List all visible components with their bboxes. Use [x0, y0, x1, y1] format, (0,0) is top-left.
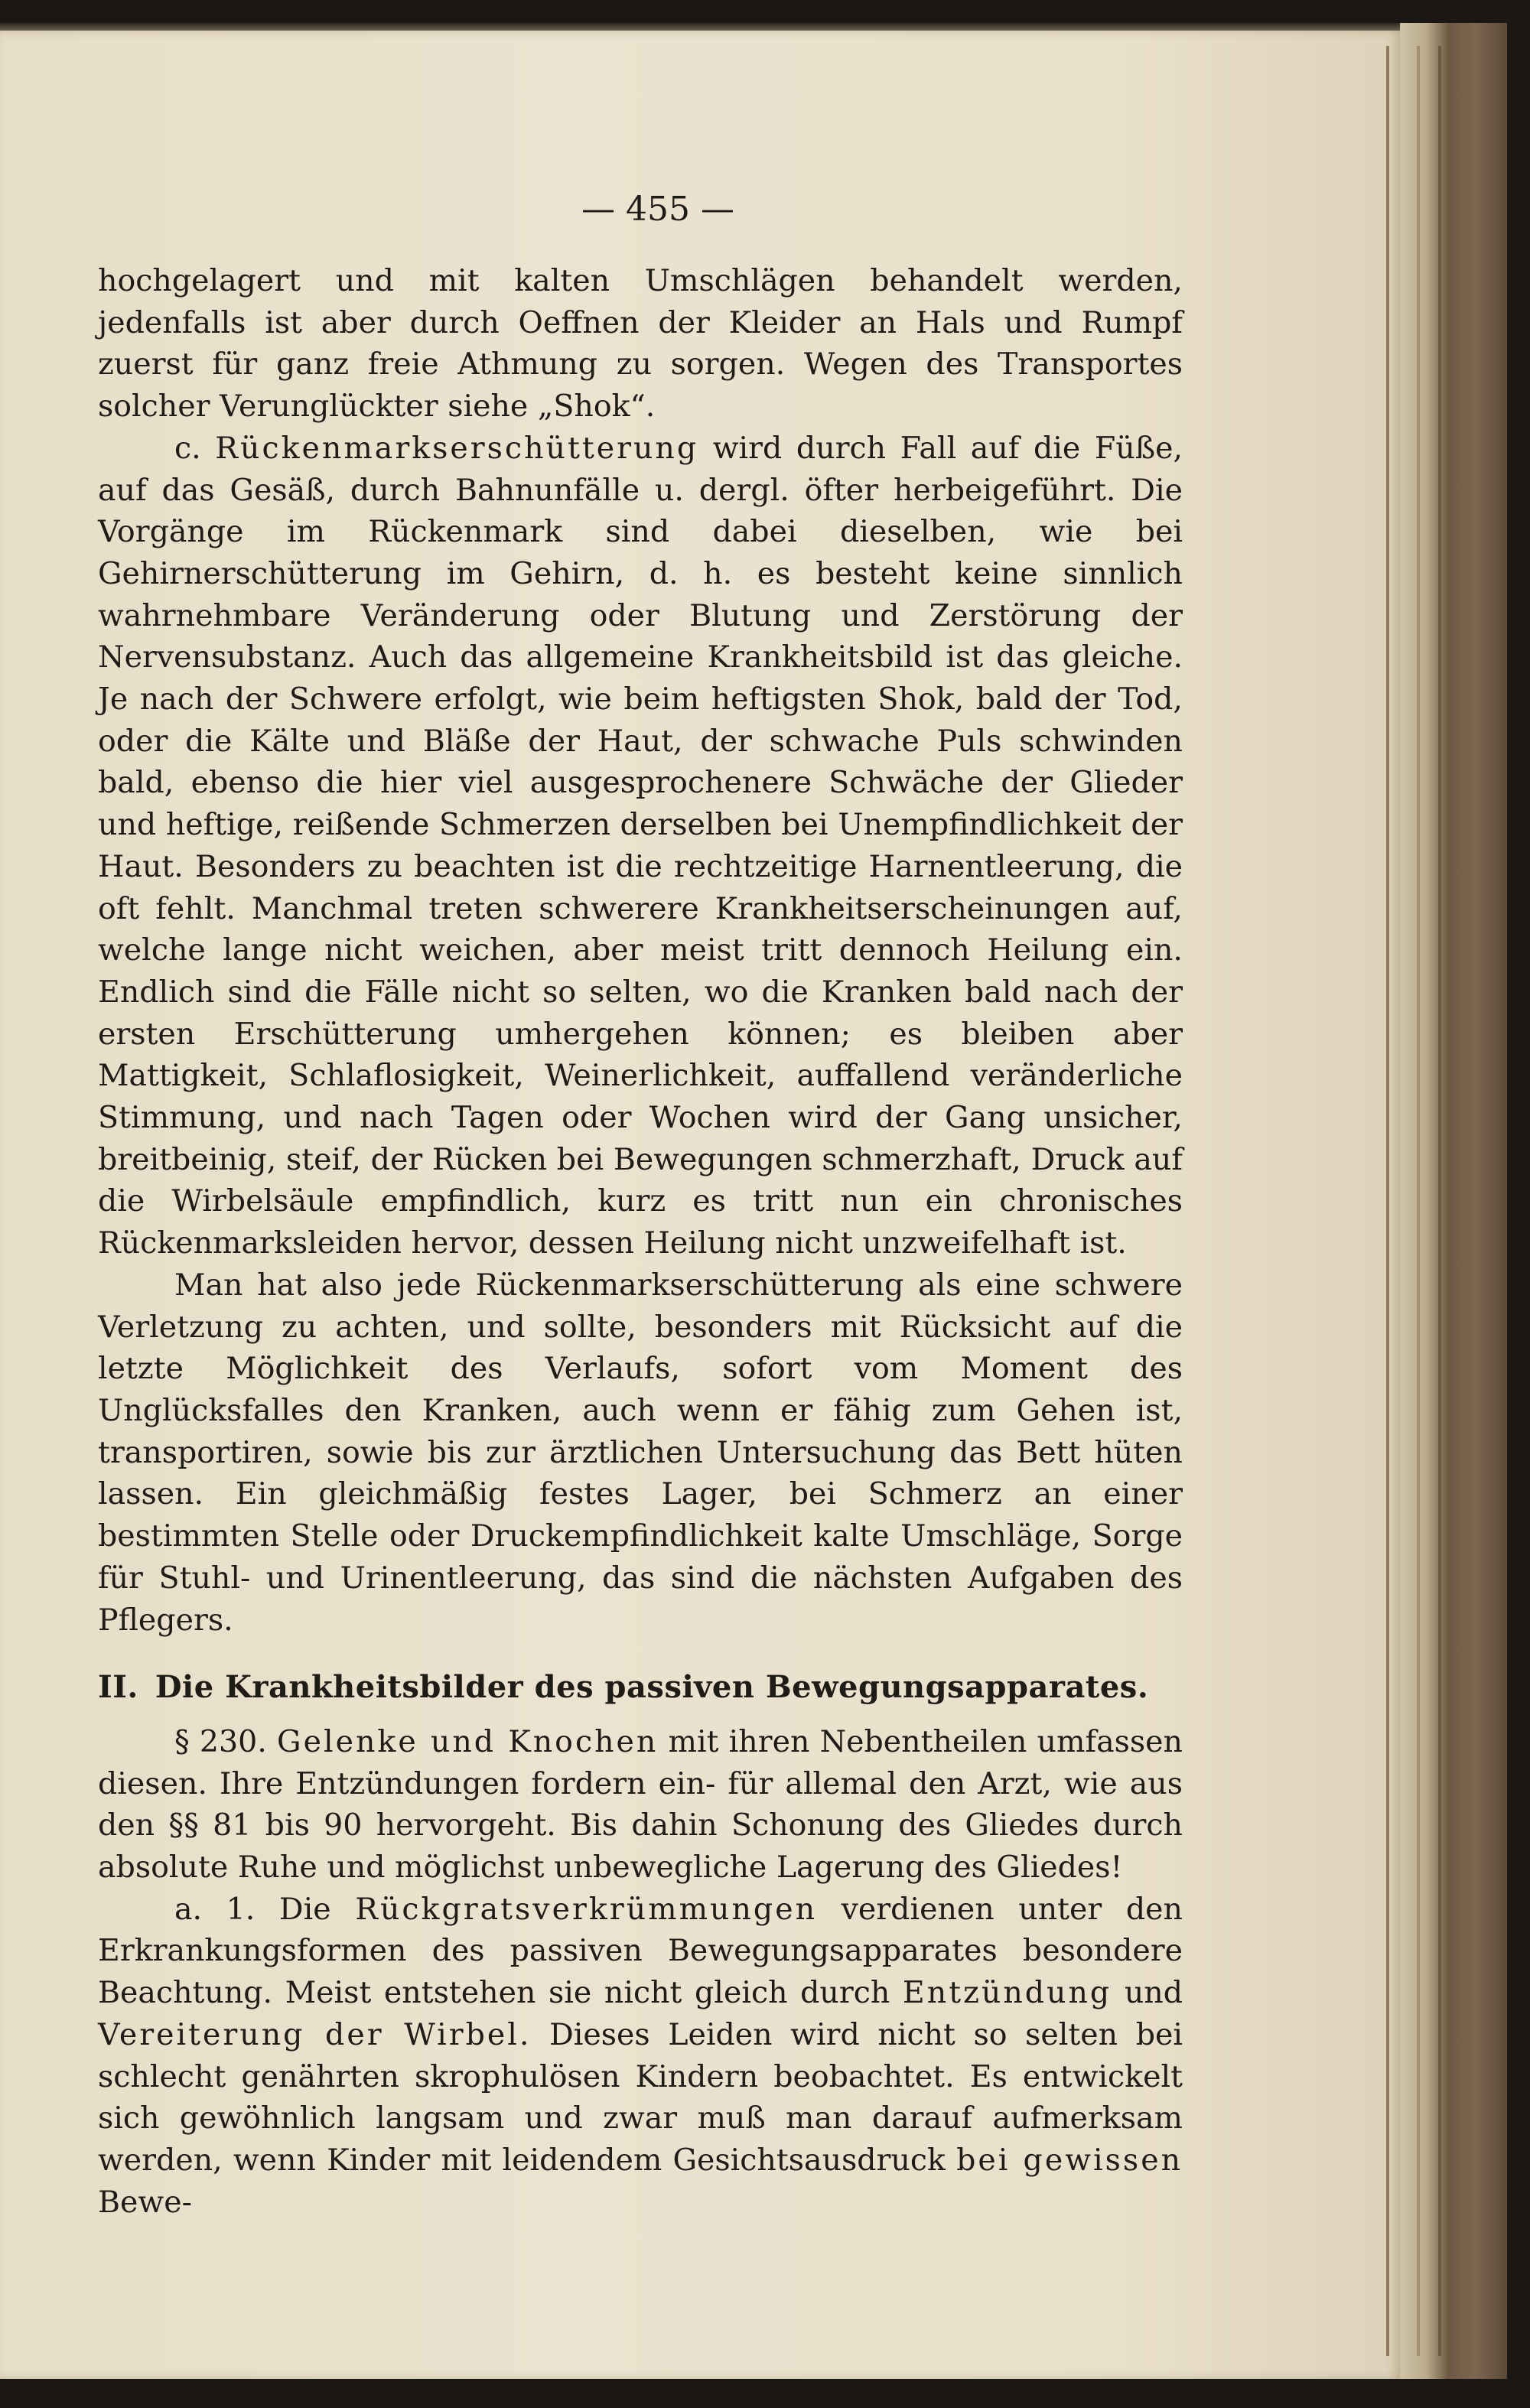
paragraph-spinal-concussion	[98, 428, 1183, 1264]
subsection-text-b: und	[1124, 1975, 1183, 2011]
paragraph-treatment	[98, 1264, 1183, 1641]
page-edge-line	[1386, 46, 1389, 2356]
page-number: — 455 —	[581, 190, 734, 229]
paragraph-text: hochgelagert und mit kalten Umschlägen behandelt werden, jedenfalls ist aber durch Oeffnen der Kleider an Hals und Rumpf zuerst für ganz freie Athmung zu sorgen. Wegen des Transportes solcher Verunglückter siehe „Shok“.	[98, 263, 1183, 425]
page-body	[98, 260, 1183, 2223]
subsection-text-c: Dieses Leiden wird nicht so selten bei schlecht genährten skrophulösen Kindern beobachtet. Es entwickelt sich gewöhnlich langsam und zwar muß man darauf aufmerksam werden, wenn Kinder mit leidendem Gesichtsausdruck	[98, 2016, 1183, 2178]
paragraph-text: Man hat also jede Rückenmarkserschütterung als eine schwere Verletzung zu achten, und sollte, besonders mit Rücksicht auf die letzte Möglichkeit des Verlaufs, sofort vom Moment des Unglücksfalles den Kranken, auch wenn er fähig zum Gehen ist, transportiren, sowie bis zur ärztlichen Untersuchung das Bett hüten lassen. Ein gleichmäßig festes Lager, bei Schmerz an einer bestimmten Stelle oder Druckempfindlichkeit kalte Umschläge, Sorge für Stuhl- und Urinentleerung, das sind die nächsten Aufgaben des Pflegers.	[98, 1267, 1183, 1638]
subsection-term-c: Vereiterung der Wirbel.	[98, 2016, 532, 2052]
subsection-term-b: Entzündung	[902, 1975, 1112, 2011]
subsection-text-d: Bewe-	[98, 2184, 192, 2220]
heading-numeral: II.	[98, 1669, 138, 1706]
subsection-term-d: bei gewissen	[956, 2142, 1183, 2178]
heading-title: Die Krankheitsbilder des passiven Bewegungsapparates.	[155, 1669, 1149, 1706]
paragraph-text: wird durch Fall auf die Füße, auf das Gesäß, durch Bahnunfälle u. dergl. öfter herbeigeführt. Die Vorgänge im Rückenmark sind dabei dieselben, wie bei Gehirnerschütterung im Gehirn, d. h. es besteht keine sinnlich wahrnehmbare Veränderung oder Blutung und Zerstörung der Nervensubstanz. Auch das allgemeine Krankheitsbild ist das gleiche. Je nach der Schwere erfolgt, wie beim heftigsten Shok, bald der Tod, oder die Kälte und Bläße der Haut, der schwache Puls schwinden bald, ebenso die hier viel ausgesprochenere Schwäche der Glieder und heftige, reißende Schmerzen derselben bei Unempfindlichkeit der Haut. Besonders zu beachten ist die rechtzeitige Harnentleerung, die oft fehlt. Manchmal treten schwerere Krankheitserscheinungen auf, welche lange nicht weichen, aber meist tritt dennoch Heilung ein. Endlich sind die Fälle nicht so selten, wo die Kranken bald nach der ersten Erschütterung umhergehen können; es bleiben aber Mattigkeit, Schlaflosigkeit, Weinerlichkeit, auffallend veränderliche Stimmung, und nach Tagen oder Wochen wird der Gang unsicher, breitbeinig, steif, der Rücken bei Bewegungen schmerzhaft, Druck auf die Wirbelsäule empfindlich, kurz es tritt nun ein chronisches Rückenmarksleiden hervor, dessen Heilung nicht unzweifelhaft ist.	[98, 430, 1183, 1261]
subsection-text-a: verdienen unter den Erkrankungsformen des passiven Bewegungsapparates besondere Beachtung. Meist entstehen sie nicht gleich durch	[98, 1891, 1183, 2011]
paragraph-spinal-curvature	[98, 1889, 1183, 2224]
subsection-term: Rückgratsverkrümmungen	[355, 1891, 818, 1927]
paragraph-term: Rückenmarkserschütterung	[215, 430, 699, 466]
paragraph-section-230	[98, 1721, 1183, 1889]
section-text: mit ihren Nebentheilen umfassen diesen. Ihre Entzündungen fordern ein- für allemal den Arzt, wie aus den §§ 81 bis 90 hervorgeht. Bis dahin Schonung des Gliedes durch absolute Ruhe und möglichst unbewegliche Lagerung des Gliedes!	[98, 1723, 1183, 1886]
cover-edge-line	[1438, 46, 1441, 2356]
section-prefix: § 230.	[174, 1723, 267, 1759]
subsection-prefix: a. 1. Die	[174, 1891, 331, 1927]
page-edge-line	[1417, 46, 1420, 2356]
section-heading	[98, 1667, 1183, 1709]
paragraph-prefix: c.	[174, 430, 201, 466]
book-binding-edge	[1400, 23, 1507, 2379]
section-term: Gelenke und Knochen	[277, 1723, 659, 1759]
paragraph-continuation	[98, 260, 1183, 428]
